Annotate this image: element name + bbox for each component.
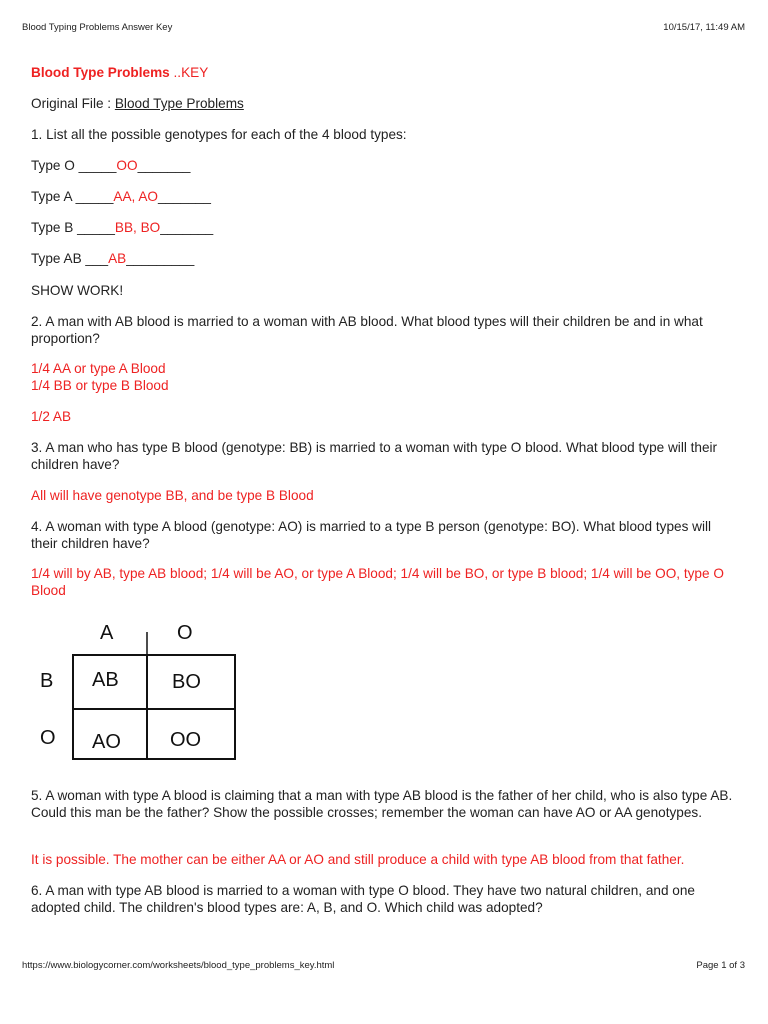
doc-title-main: Blood Type Problems — [31, 65, 170, 80]
type-ab-suffix: _________ — [126, 251, 195, 266]
type-b-prefix: Type B _____ — [31, 220, 115, 235]
type-a-line — [31, 188, 211, 205]
original-file-label: Original File : — [31, 96, 115, 111]
question-1: 1. List all the possible genotypes for each of the 4 blood types: — [31, 127, 407, 142]
punnett-square — [34, 618, 244, 768]
answer-5: It is possible. The mother can be either AA or AO and still produce a child with type AB blood from that father. — [31, 852, 685, 867]
punnett-side-allele-2: O — [40, 727, 56, 749]
type-o-answer: OO — [116, 158, 138, 173]
question-2: 2. A man with AB blood is married to a woman with AB blood. What blood types will their children be and in what proportion? — [31, 314, 703, 346]
original-file-line — [31, 95, 244, 112]
type-a-prefix: Type A _____ — [31, 189, 114, 204]
punnett-top-allele-1: A — [100, 622, 114, 644]
question-3: 3. A man who has type B blood (genotype: BB) is married to a woman with type O blood. What blood type will their children have? — [31, 440, 718, 472]
type-b-line — [31, 219, 213, 236]
type-o-line — [31, 157, 190, 174]
type-o-prefix: Type O _____ — [31, 158, 117, 173]
type-o-suffix: _______ — [137, 158, 191, 173]
doc-title-suffix: ..KEY — [169, 65, 209, 80]
type-a-answer: AA, AO — [113, 189, 158, 204]
show-work: SHOW WORK! — [31, 283, 124, 298]
type-b-answer: BB, BO — [114, 220, 161, 235]
answer-2-line-2: 1/4 BB or type B Blood — [31, 378, 169, 393]
punnett-grid-lines — [34, 618, 244, 768]
answer-3: All will have genotype BB, and be type B Blood — [31, 488, 314, 503]
print-footer-page: Page 1 of 3 — [696, 960, 745, 971]
original-file-link[interactable]: Blood Type Problems — [114, 96, 244, 111]
question-5: 5. A woman with type A blood is claiming that a man with type AB blood is the father of her child, who is also type AB. Could this man be the father? Show the possible crosses; remember the woman can have AO or AA genotypes. — [31, 788, 733, 820]
type-ab-prefix: Type AB ___ — [31, 251, 109, 266]
punnett-top-allele-2: O — [177, 622, 193, 644]
print-footer-url: https://www.biologycorner.com/worksheets/blood_type_problems_key.html — [22, 960, 335, 971]
type-ab-line — [31, 250, 194, 267]
punnett-cell-oo: OO — [170, 729, 202, 751]
type-ab-answer: AB — [108, 251, 127, 266]
print-header-datetime: 10/15/17, 11:49 AM — [663, 22, 745, 33]
punnett-cell-ao: AO — [92, 731, 121, 753]
answer-4: 1/4 will by AB, type AB blood; 1/4 will be AO, or type A Blood; 1/4 will be BO, or type B blood; 1/4 will be OO, type O Blood — [31, 566, 724, 598]
answer-2-line-3: 1/2 AB — [31, 409, 72, 424]
question-4: 4. A woman with type A blood (genotype: AO) is married to a type B person (genotype: BO). What blood types will their children have? — [31, 519, 712, 551]
answer-2-line-1: 1/4 AA or type A Blood — [31, 361, 166, 376]
question-6: 6. A man with type AB blood is married to a woman with type O blood. They have two natural children, and one adopted child. The children's blood types are: A, B, and O. Which child was adopted? — [31, 883, 695, 915]
type-b-suffix: _______ — [160, 220, 214, 235]
type-a-suffix: _______ — [157, 189, 211, 204]
print-header-title: Blood Typing Problems Answer Key — [22, 22, 173, 33]
punnett-cell-ab: AB — [92, 669, 119, 691]
punnett-side-allele-1: B — [40, 670, 54, 692]
doc-title — [31, 64, 208, 81]
punnett-cell-bo: BO — [172, 671, 201, 693]
